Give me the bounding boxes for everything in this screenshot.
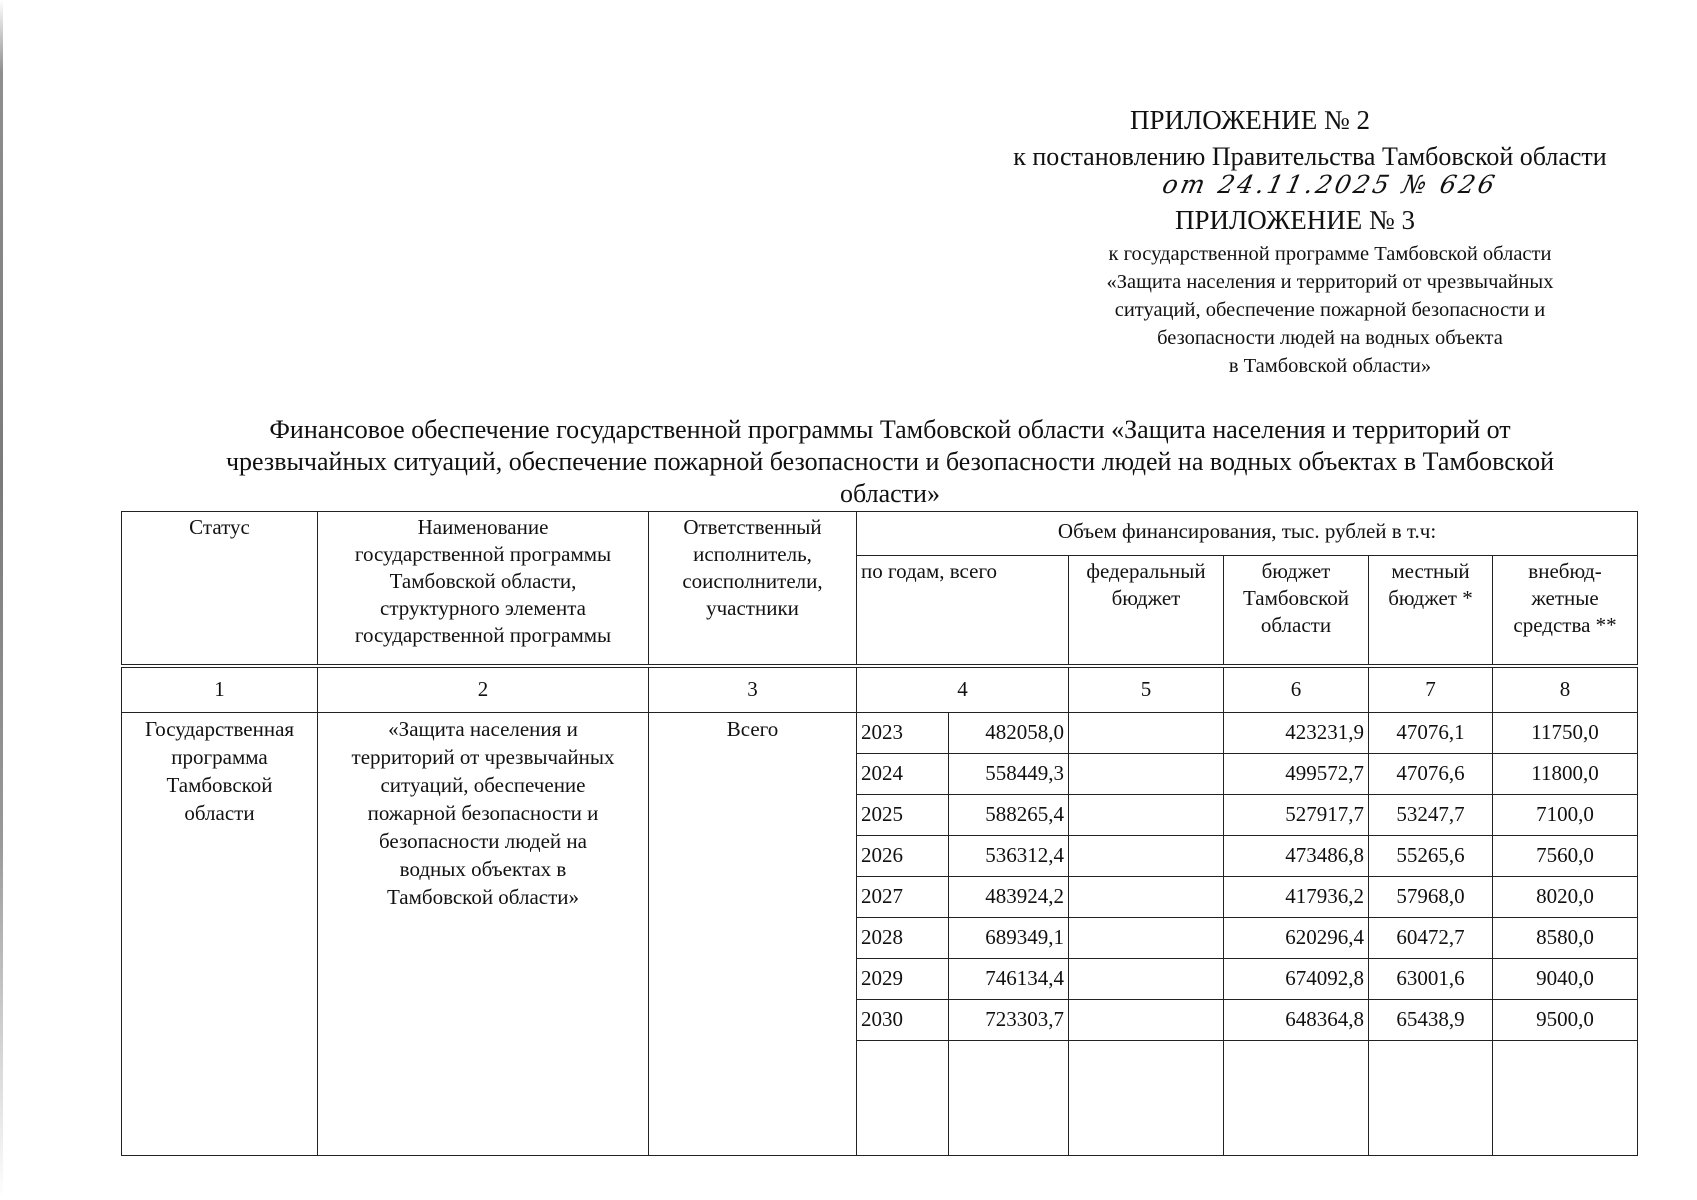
appendix-3-line: к государственной программе Тамбовской области (1108, 243, 1552, 265)
status-line: Государственная (144, 716, 295, 741)
header-program-name-line: Тамбовской области, (389, 569, 577, 593)
document-title-line: области» (840, 479, 940, 508)
total-cell: 723303,7 (949, 999, 1069, 1040)
header-regional-budget (1224, 556, 1369, 666)
header-extra-line: жетные (1531, 586, 1599, 610)
year-cell: 2030 (857, 999, 949, 1040)
year-cell: 2023 (857, 712, 949, 753)
program-name-line: ситуаций, обеспечение (380, 772, 586, 797)
document-title-line: чрезвычайных ситуаций, обеспечение пожарной безопасности и безопасности людей на водных объектах в Тамбовской (225, 447, 1555, 476)
header-status: Статус (122, 512, 318, 666)
total-cell: 536312,4 (949, 835, 1069, 876)
header-federal-budget (1069, 556, 1224, 666)
header-local-line: бюджет * (1388, 586, 1473, 610)
status-cell (122, 712, 318, 1155)
local-cell: 63001,6 (1369, 958, 1493, 999)
column-number: 7 (1369, 666, 1493, 713)
header-financing-volume: Объем финансирования, тыс. рублей в т.ч: (857, 512, 1638, 556)
local-cell: 53247,7 (1369, 794, 1493, 835)
column-number: 8 (1493, 666, 1638, 713)
local-cell: 47076,6 (1369, 753, 1493, 794)
blank-cell (1069, 1040, 1224, 1155)
header-extra-budget (1493, 556, 1638, 666)
header-program-name-line: государственной программы (354, 623, 612, 647)
document-title (120, 414, 1660, 510)
header-local-budget (1369, 556, 1493, 666)
scan-edge (0, 0, 3, 1200)
federal-cell (1069, 794, 1224, 835)
header-responsible-line: участники (706, 596, 799, 620)
regional-cell: 417936,2 (1224, 876, 1369, 917)
header-responsible (649, 512, 857, 666)
appendix-2-subtitle: к постановлению Правительства Тамбовской области (1013, 142, 1607, 171)
program-name-cell (318, 712, 649, 1155)
local-cell: 60472,7 (1369, 917, 1493, 958)
local-cell: 57968,0 (1369, 876, 1493, 917)
year-cell: 2029 (857, 958, 949, 999)
financing-table (121, 511, 1638, 1156)
total-cell: 558449,3 (949, 753, 1069, 794)
total-cell: 483924,2 (949, 876, 1069, 917)
column-number: 1 (122, 666, 318, 713)
header-extra-line: средства ** (1513, 613, 1617, 637)
total-cell: 588265,4 (949, 794, 1069, 835)
blank-cell (1493, 1040, 1638, 1155)
extra-cell: 7560,0 (1493, 835, 1638, 876)
program-name-line: пожарной безопасности и (367, 800, 599, 825)
column-number: 2 (318, 666, 649, 713)
extra-cell: 7100,0 (1493, 794, 1638, 835)
header-extra-line: внебюд- (1528, 559, 1602, 583)
header-local-line: местный (1391, 559, 1470, 583)
year-cell: 2025 (857, 794, 949, 835)
header-responsible-line: исполнитель, (693, 542, 812, 566)
year-cell: 2027 (857, 876, 949, 917)
status-line: области (184, 800, 255, 825)
federal-cell (1069, 712, 1224, 753)
blank-cell (1369, 1040, 1493, 1155)
local-cell: 65438,9 (1369, 999, 1493, 1040)
year-cell: 2028 (857, 917, 949, 958)
blank-cell (857, 1040, 949, 1155)
header-regional-line: бюджет (1261, 559, 1331, 583)
federal-cell (1069, 876, 1224, 917)
extra-cell: 8580,0 (1493, 917, 1638, 958)
blank-cell (1224, 1040, 1369, 1155)
program-name-line: безопасности людей на (379, 828, 587, 853)
blank-cell (949, 1040, 1069, 1155)
column-number: 3 (649, 666, 857, 713)
federal-cell (1069, 753, 1224, 794)
header-federal-line: федеральный (1086, 559, 1206, 583)
status-line: Тамбовской (166, 772, 273, 797)
extra-cell: 8020,0 (1493, 876, 1638, 917)
year-cell: 2026 (857, 835, 949, 876)
local-cell: 47076,1 (1369, 712, 1493, 753)
total-cell: 746134,4 (949, 958, 1069, 999)
appendix-2-title: ПРИЛОЖЕНИЕ № 2 (1129, 105, 1371, 135)
status-line: программа (171, 744, 268, 769)
appendix-3-line: в Тамбовской области» (1228, 355, 1432, 377)
regional-cell: 648364,8 (1224, 999, 1369, 1040)
table-row (122, 712, 1638, 753)
total-cell: 689349,1 (949, 917, 1069, 958)
appendix-3-line: «Защита населения и территорий от чрезвычайных (1106, 271, 1554, 293)
column-number: 6 (1224, 666, 1369, 713)
appendix-3-description (1030, 240, 1630, 380)
header-regional-line: Тамбовской (1242, 586, 1350, 610)
program-name-line: Тамбовской области» (386, 884, 580, 909)
extra-cell: 9500,0 (1493, 999, 1638, 1040)
regional-cell: 473486,8 (1224, 835, 1369, 876)
regional-cell: 499572,7 (1224, 753, 1369, 794)
appendix-3-title: ПРИЛОЖЕНИЕ № 3 (1174, 205, 1416, 235)
local-cell: 55265,6 (1369, 835, 1493, 876)
year-cell: 2024 (857, 753, 949, 794)
column-number: 4 (857, 666, 1069, 713)
header-program-name (318, 512, 649, 666)
header-by-years: по годам, всего (857, 556, 1069, 666)
header-responsible-line: соисполнители, (682, 569, 823, 593)
appendix-3-line: ситуаций, обеспечение пожарной безопасности и (1114, 299, 1546, 321)
total-cell: 482058,0 (949, 712, 1069, 753)
column-number-row (122, 666, 1638, 713)
program-name-line: водных объектах в (399, 856, 567, 881)
federal-cell (1069, 917, 1224, 958)
extra-cell: 11750,0 (1493, 712, 1638, 753)
program-name-line: территорий от чрезвычайных (351, 744, 615, 769)
header-regional-line: области (1260, 613, 1332, 637)
header-program-name-line: государственной программы (354, 542, 612, 566)
responsible-cell: Всего (649, 712, 857, 1155)
document-title-line: Финансовое обеспечение государственной программы Тамбовской области «Защита населения и территорий от (269, 415, 1511, 444)
regional-cell: 423231,9 (1224, 712, 1369, 753)
header-program-name-line: структурного элемента (380, 596, 586, 620)
regional-cell: 527917,7 (1224, 794, 1369, 835)
appendix-3-line: безопасности людей на водных объекта (1157, 327, 1503, 349)
federal-cell (1069, 835, 1224, 876)
column-number: 5 (1069, 666, 1224, 713)
regional-cell: 674092,8 (1224, 958, 1369, 999)
handwritten-date-number: от 24.11.2025 № 626 (1159, 170, 1501, 199)
header-program-name-line: Наименование (417, 515, 549, 539)
program-name-line: «Защита населения и (388, 716, 578, 741)
extra-cell: 11800,0 (1493, 753, 1638, 794)
header-responsible-line: Ответственный (683, 515, 822, 539)
extra-cell: 9040,0 (1493, 958, 1638, 999)
regional-cell: 620296,4 (1224, 917, 1369, 958)
federal-cell (1069, 958, 1224, 999)
header-federal-line: бюджет (1111, 586, 1181, 610)
federal-cell (1069, 999, 1224, 1040)
